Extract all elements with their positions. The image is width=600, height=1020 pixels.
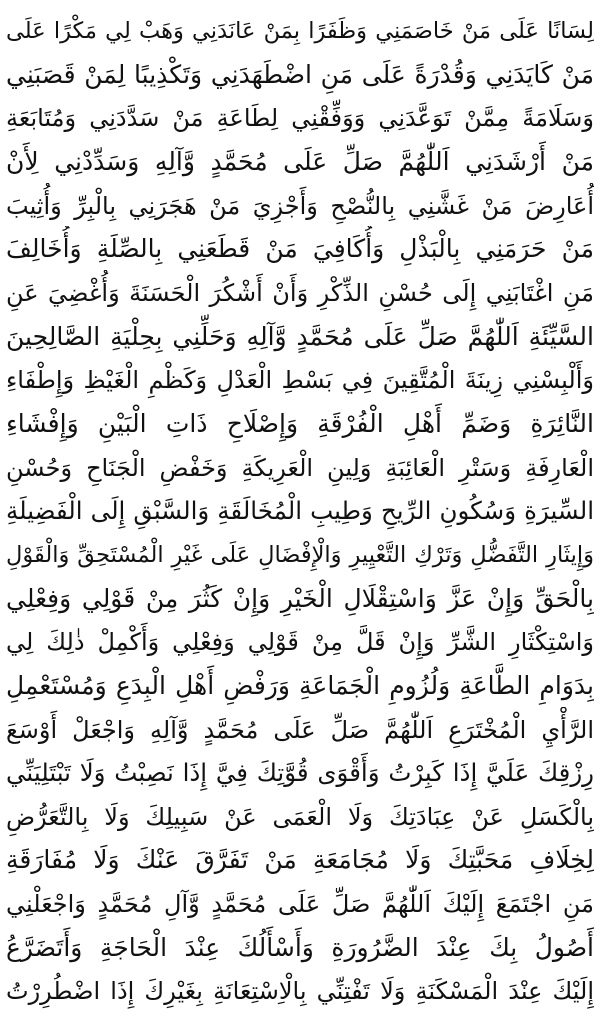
text-line: وَإِيثَارِ التَّفَضُّلِ وَتَرْكِ التَّعْيِيرِ وَالْإِفْضَالِ عَلَى غَيْرِ الْمُسْتَحِقِّ وَالْقَوْلِ xyxy=(6,541,594,568)
text-line: بِالْحَقِّ وَإِنْ عَزَّ وَاسْتِقْلَالِ الْخَيْرِ وَإِنْ كَثُرَ مِنْ قَوْلِي وَفِعْلِي xyxy=(6,583,594,613)
text-line: لِسَانًا عَلَى مَنْ خَاصَمَنِي وَظَفَرًا بِمَنْ عَانَدَنِي وَهَبْ لِي مَكْرًا عَلَى xyxy=(6,18,594,44)
text-line: مَنْ أَرْشَدَنِي اَللّٰهُمَّ صَلِّ عَلَى مُحَمَّدٍ وَّآلِهِ وَسَدِّدْنِي لِأَنْ xyxy=(6,146,594,176)
text-line: السَّيِّئَةِ اَللّٰهُمَّ صَلِّ عَلَى مُحَمَّدٍ وَّآلِهِ وَحَلِّنِي بِحِلْيَةِ الصَّالِحِينَ xyxy=(6,321,594,351)
text-line: وَأَلْبِسْنِي زِينَةَ الْمُتَّقِينَ فِي بَسْطِ الْعَدْلِ وَكَظْمِ الْغَيْظِ وَإِطْفَاءِ xyxy=(6,366,594,395)
text-line: وَاسْتِكْثَارِ الشَّرِّ وَإِنْ قَلَّ مِنْ قَوْلِي وَفِعْلِي وَأَكْمِلْ ذٰلِكَ لِي xyxy=(6,628,594,657)
text-line: وَسَلَامَةً مِمَّنْ تَوَعَّدَنِي وَوَفِّقْنِي لِطَاعَةِ مَنْ سَدَّدَنِي وَمُتَابَعَةِ xyxy=(6,104,594,133)
text-line: السِّيرَةِ وَسُكُونِ الرِّيحِ وَطِيبِ الْمُخَالَقَةِ وَالسَّبْقِ إِلَى الْفَضِيلَةِ xyxy=(6,496,594,526)
text-line: الرَّأْيِ الْمُخْتَرَعِ اَللّٰهُمَّ صَلِّ عَلَى مُحَمَّدٍ وَّآلِهِ وَاجْعَلْ أَوْسَعَ xyxy=(6,715,594,744)
text-line: بِالْكَسَلِ عَنْ عِبَادَتِكَ وَلَا الْعَمَى عَنْ سَبِيلِكَ وَلَا بِالتَّعَرُّضِ xyxy=(6,802,594,831)
text-line: لِخِلَافِ مَحَبَّتِكَ وَلَا مُجَامَعَةِ مَنْ تَفَرَّقَ عَنْكَ وَلَا مُفَارَقَةِ xyxy=(6,845,594,875)
text-line: إِلَيْكَ عِنْدَ الْمَسْكَنَةِ وَلَا تَفْتِنِّي بِالْاِسْتِعَانَةِ بِغَيْرِكَ إِذَا اضْطُرِرْتُ xyxy=(6,977,594,1006)
text-line: النَّائِرَةِ وَضَمِّ أَهْلِ الْفُرْقَةِ وَإِصْلَاحِ ذَاتِ الْبَيْنِ وَإِفْشَاءِ xyxy=(6,408,594,438)
text-line: أَصُولُ بِكَ عِنْدَ الضَّرُورَةِ وَأَسْأَلُكَ عِنْدَ الْحَاجَةِ وَأَتَضَرَّعُ xyxy=(6,932,594,962)
text-line: بِدَوَامِ الطَّاعَةِ وَلُزُومِ الْجَمَاعَةِ وَرَفْضِ أَهْلِ الْبِدَعِ وَمُسْتَعْمِلِ xyxy=(6,670,594,700)
arabic-text-block xyxy=(6,0,594,1020)
text-line: أُعَارِضَ مَنْ غَشَّنِي بِالنُّصْحِ وَأَجْزِيَ مَنْ هَجَرَنِي بِالْبِرِّ وَأُثِيبَ xyxy=(6,191,594,220)
text-line: مَنِ اجْتَمَعَ إِلَيْكَ اَللّٰهُمَّ صَلِّ عَلَى مُحَمَّدٍ وَّآلِ مُحَمَّدٍ وَاجْعَلْنِي xyxy=(6,890,594,919)
text-line: رِزْقِكَ عَلَيَّ إِذَا كَبِرْتُ وَأَقْوَى قُوَّتِكَ فِيَّ إِذَا نَصِبْتُ وَلَا تَبْتَلِيَنِّي xyxy=(6,758,594,788)
text-line: الْعَارِفَةِ وَسَتْرِ الْعَائِبَةِ وَلِينِ الْعَرِيكَةِ وَخَفْضِ الْجَنَاحِ وَحُسْنِ xyxy=(6,453,594,482)
text-line: مَنْ كَايَدَنِي وَقُدْرَةً عَلَى مَنِ اضْطَهَدَنِي وَتَكْذِيبًا لِمَنْ قَصَبَنِي xyxy=(6,59,594,89)
text-line: مَنْ حَرَمَنِي بِالْبَذْلِ وَأُكَافِيَ مَنْ قَطَعَنِي بِالصِّلَةِ وَأُخَالِفَ xyxy=(6,234,594,264)
text-line: مَنِ اغْتَابَنِي إِلَى حُسْنِ الذِّكْرِ وَأَنْ أَشْكُرَ الْحَسَنَةَ وَأُغْضِيَ عَنِ xyxy=(6,278,594,307)
